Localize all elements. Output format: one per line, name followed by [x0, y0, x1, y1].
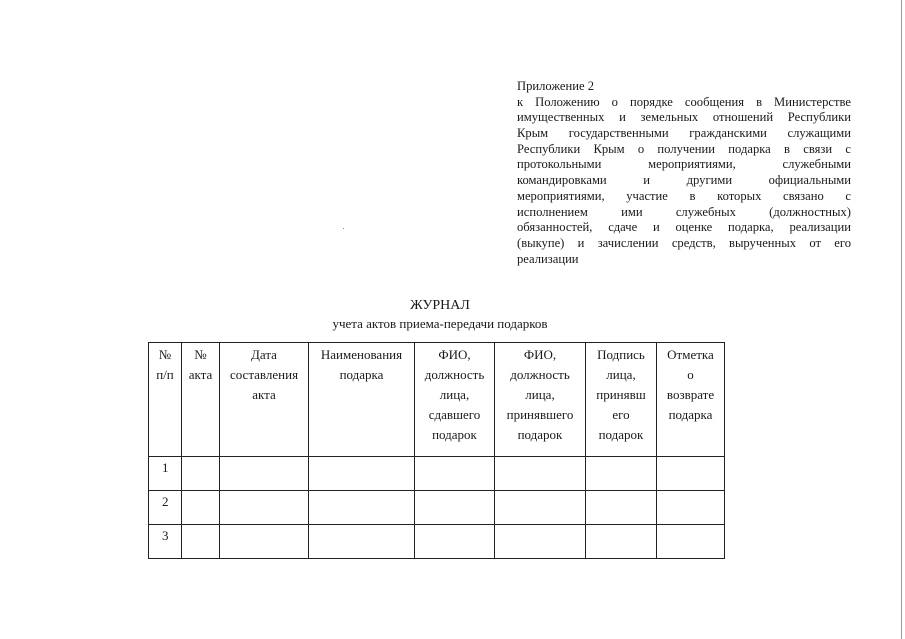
- appendix-line: Республики Крым о получении подарка в связи с: [517, 141, 851, 156]
- header-text: сдавшего: [428, 407, 481, 422]
- table-cell[interactable]: [309, 491, 415, 525]
- row-number-cell: 2: [149, 491, 182, 525]
- table-cell[interactable]: [415, 491, 495, 525]
- header-text: принявшего: [506, 407, 574, 422]
- header-text: лица,: [525, 387, 555, 402]
- header-text: принявш: [596, 387, 646, 402]
- table-cell[interactable]: [657, 525, 725, 559]
- appendix-block: [517, 79, 851, 267]
- table-cell[interactable]: [495, 491, 586, 525]
- appendix-title: Приложение 2: [517, 79, 595, 93]
- header-text: лица,: [606, 367, 636, 382]
- header-cell-act-date: [220, 343, 309, 457]
- scan-edge-line: [901, 0, 902, 639]
- table-cell[interactable]: [182, 491, 220, 525]
- header-text: №: [158, 347, 172, 362]
- header-text: его: [612, 407, 630, 422]
- appendix-line: командировками и другими официальными: [517, 173, 851, 188]
- header-cell-signature: [586, 343, 657, 457]
- appendix-line: имущественных и земельных отношений Республики: [517, 110, 851, 125]
- appendix-line: обязанностей, сдаче и оценке подарка, реализации: [517, 220, 851, 235]
- table-cell[interactable]: [495, 525, 586, 559]
- header-cell-receiver: [495, 343, 586, 457]
- table-cell[interactable]: [309, 457, 415, 491]
- row-number-cell: 3: [149, 525, 182, 559]
- row-number-cell: 1: [149, 457, 182, 491]
- header-cell-row-number: [149, 343, 182, 457]
- header-text: подарка: [339, 367, 384, 382]
- header-text: акта: [252, 387, 276, 402]
- appendix-line: мероприятиями, участие в которых связано с: [517, 188, 851, 203]
- table-row: [149, 525, 725, 559]
- table-cell[interactable]: [586, 491, 657, 525]
- journal-table: [148, 342, 725, 559]
- appendix-line: (выкупе) и зачислении средств, вырученных от его: [517, 235, 851, 250]
- table-cell[interactable]: [657, 457, 725, 491]
- header-text: ФИО,: [523, 347, 557, 362]
- header-cell-return-mark: [657, 343, 725, 457]
- header-text: №: [194, 347, 207, 362]
- header-cell-act-number: [182, 343, 220, 457]
- header-text: лица,: [439, 387, 470, 402]
- table-row: [149, 457, 725, 491]
- header-text: должность: [424, 367, 485, 382]
- appendix-line: Крым государственными гражданскими служащими: [517, 126, 851, 141]
- table-cell[interactable]: [220, 457, 309, 491]
- header-text: подарок: [517, 427, 563, 442]
- table-cell[interactable]: [182, 525, 220, 559]
- table-cell[interactable]: [586, 457, 657, 491]
- appendix-line: исполнением ими служебных (должностных): [517, 204, 851, 219]
- table-cell[interactable]: [495, 457, 586, 491]
- header-text: Наименования: [320, 347, 403, 362]
- header-text: Подпись: [597, 347, 645, 362]
- header-text: подарок: [432, 427, 477, 442]
- table-cell[interactable]: [220, 491, 309, 525]
- header-text: возврате: [666, 387, 715, 402]
- header-text: ФИО,: [438, 347, 471, 362]
- table-cell[interactable]: [220, 525, 309, 559]
- header-text: Дата: [251, 347, 277, 362]
- table-row: [149, 491, 725, 525]
- header-text: акта: [188, 367, 213, 382]
- table-cell[interactable]: [586, 525, 657, 559]
- header-text: должность: [510, 367, 570, 382]
- header-text: п/п: [156, 367, 174, 382]
- header-text: о: [687, 367, 694, 382]
- scan-speck: [343, 228, 344, 229]
- appendix-line: реализации: [517, 251, 579, 266]
- table-cell[interactable]: [657, 491, 725, 525]
- header-text: подарок: [598, 427, 644, 442]
- header-cell-giver: [415, 343, 495, 457]
- journal-title: ЖУРНАЛ: [410, 298, 470, 313]
- header-text: подарка: [668, 407, 713, 422]
- journal-subtitle: учета актов приема-передачи подарков: [332, 316, 548, 331]
- appendix-line: протокольными мероприятиями, служебными: [517, 157, 851, 172]
- header-row: [149, 343, 725, 457]
- table-cell[interactable]: [415, 457, 495, 491]
- header-cell-gift-name: [309, 343, 415, 457]
- table-cell[interactable]: [415, 525, 495, 559]
- header-text: составления: [229, 367, 299, 382]
- table-cell[interactable]: [182, 457, 220, 491]
- appendix-line: к Положению о порядке сообщения в Министерстве: [517, 94, 851, 109]
- table-cell[interactable]: [309, 525, 415, 559]
- header-text: Отметка: [667, 347, 714, 362]
